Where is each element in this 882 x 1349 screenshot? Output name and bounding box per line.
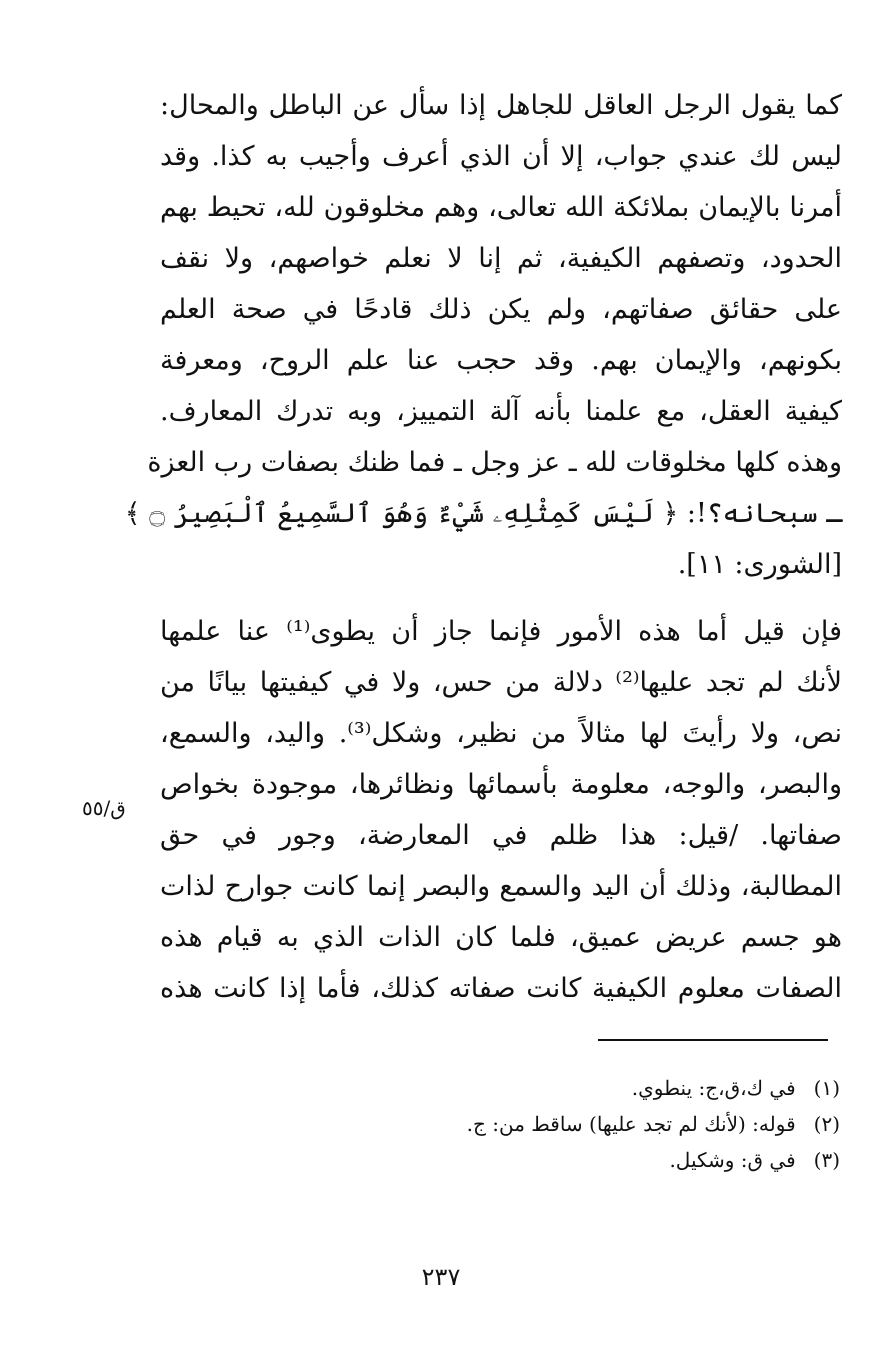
footnote-number: (٣) xyxy=(813,1148,840,1172)
text-line: ليس لك عندي جواب، إلا أن الذي أعرف وأجيب به كذا. وقد xyxy=(160,141,842,172)
footnote-number: (٢) xyxy=(813,1112,840,1136)
text-line: كما يقول الرجل العاقل للجاهل إذا سأل عن الباطل والمحال: xyxy=(160,90,842,121)
footnote-divider xyxy=(598,1039,828,1041)
text-line: الحدود، وتصفهم الكيفية، ثم إنا لا نعلم خواصهم، ولا نقف xyxy=(160,243,842,274)
paragraph-2 xyxy=(160,606,842,1014)
quran-verse-line: ـ سبحانه؟!: ﴿ لَيْسَ كَمِثْلِهِۦ شَيْءٌ وَهُوَ ٱلسَّمِيعُ ٱلْبَصِيرُ ۝ ﴾ xyxy=(124,498,842,529)
footnote-text: في ق: وشكيل. xyxy=(669,1148,796,1172)
text-line: هو جسم عريض عميق، فلما كان الذات الذي به قيام هذه xyxy=(160,922,842,953)
text-line: الصفات معلوم الكيفية كانت صفاته كذلك، فأما إذا كانت هذه xyxy=(160,973,842,1004)
paragraph-1 xyxy=(124,80,842,590)
main-text xyxy=(124,80,842,1014)
text-line: فإن قيل أما هذه الأمور فإنما جاز أن يطوى⁽¹⁾ عنا علمها xyxy=(160,616,842,647)
footnotes xyxy=(380,1070,840,1178)
text-line: كيفية العقل، مع علمنا بأنه آلة التمييز، وبه تدرك المعارف. xyxy=(160,396,842,427)
text-line: على حقائق صفاتهم، ولم يكن ذلك قادحًا في صحة العلم xyxy=(160,294,842,325)
page-number: ٢٣٧ xyxy=(421,1263,461,1291)
footnote-text: في ك،ق،ج: ينطوي. xyxy=(631,1076,796,1100)
text-line: [الشورى: ١١]. xyxy=(677,549,842,580)
paragraph-spacer xyxy=(160,590,842,606)
text-line: صفاتها. /قيل: هذا ظلم في المعارضة، وجور في حق xyxy=(160,820,842,851)
text-line: أمرنا بالإيمان بملائكة الله تعالى، وهم مخلوقون لله، تحيط بهم xyxy=(160,192,842,223)
footnote-text: قوله: (لأنك لم تجد عليها) ساقط من: ج. xyxy=(466,1112,796,1136)
text-line: نص، ولا رأيتَ لها مثالاً من نظير، وشكل⁽³⁾. واليد، والسمع، xyxy=(160,718,842,749)
manuscript-folio-note: ق/٥٥ xyxy=(82,796,126,820)
footnote-number: (١) xyxy=(813,1076,840,1100)
text-line: وهذه كلها مخلوقات لله ـ عز وجل ـ فما ظنك بصفات رب العزة xyxy=(147,447,842,478)
text-line: لأنك لم تجد عليها⁽²⁾ دلالة من حس، ولا في كيفيتها بيانًا من xyxy=(160,667,842,698)
text-line: بكونهم، والإيمان بهم. وقد حجب عنا علم الروح، ومعرفة xyxy=(160,345,842,376)
footnote xyxy=(380,1070,840,1106)
footnote xyxy=(380,1106,840,1142)
text-line: المطالبة، وذلك أن اليد والسمع والبصر إنما كانت جوارح لذات xyxy=(160,871,842,902)
footnote xyxy=(380,1142,840,1178)
text-line: والبصر، والوجه، معلومة بأسمائها ونظائرها، موجودة بخواص xyxy=(160,769,842,800)
